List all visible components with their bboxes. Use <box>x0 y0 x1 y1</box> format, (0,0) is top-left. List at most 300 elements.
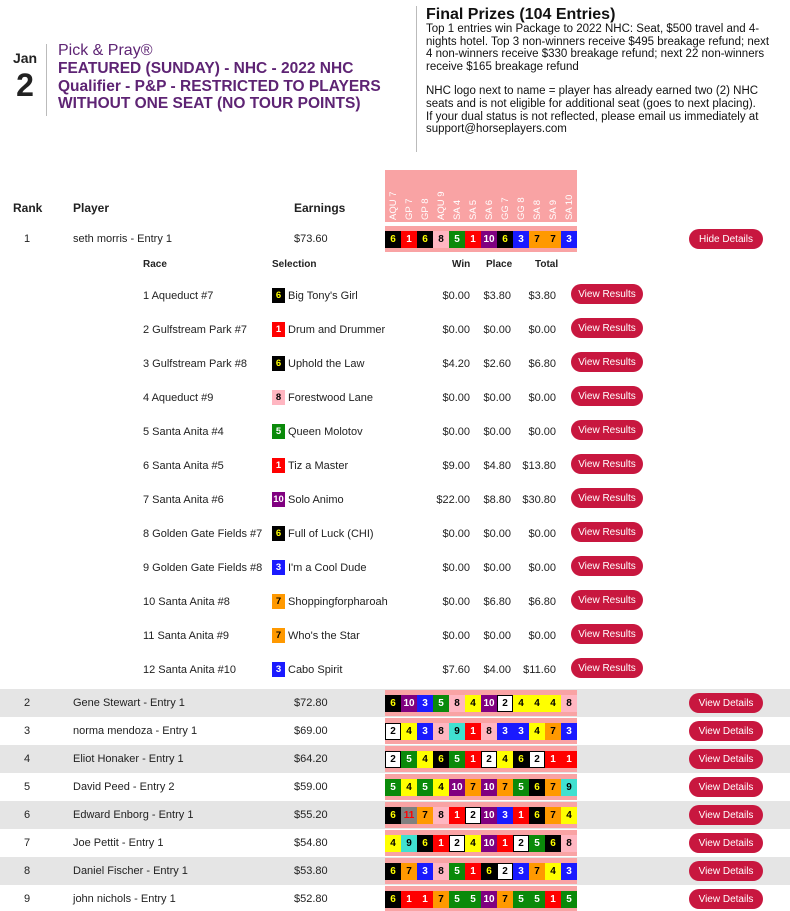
earnings-cell: $54.80 <box>294 837 328 849</box>
pick-chip: 4 <box>545 695 561 712</box>
pick-chip: 9 <box>449 723 465 740</box>
place-amount: $0.00 <box>483 562 511 574</box>
pick-chip: 8 <box>433 723 449 740</box>
standings-row <box>0 829 790 857</box>
pick-chip: 7 <box>545 231 561 248</box>
track-column <box>513 170 529 222</box>
pick-chip: 9 <box>561 779 577 796</box>
pick-chip: 2 <box>497 695 513 712</box>
saddle-number: 5 <box>272 424 285 439</box>
horse-name: Queen Molotov <box>288 426 363 438</box>
pick-chip: 7 <box>545 807 561 824</box>
pick-chip: 7 <box>497 779 513 796</box>
win-amount: $0.00 <box>442 562 470 574</box>
pick-chip: 6 <box>497 231 513 248</box>
pick-chip: 4 <box>529 695 545 712</box>
total-amount: $0.00 <box>528 392 556 404</box>
pick-chip: 5 <box>433 695 449 712</box>
view-results-button[interactable]: View Results <box>571 624 643 644</box>
pick-chip: 10 <box>481 779 497 796</box>
pick-chip: 6 <box>385 891 401 908</box>
pick-chip: 6 <box>417 231 433 248</box>
track-column <box>401 170 417 222</box>
pick-chip: 2 <box>465 807 481 824</box>
player-cell: Daniel Fischer - Entry 1 <box>73 865 188 877</box>
rank-cell: 9 <box>24 893 31 905</box>
earnings-cell: $69.00 <box>294 725 328 737</box>
pick-chip: 4 <box>385 835 401 852</box>
pick-chip: 5 <box>465 891 481 908</box>
place-amount: $6.80 <box>483 596 511 608</box>
player-cell: Joe Pettit - Entry 1 <box>73 837 164 849</box>
detail-row <box>0 380 790 414</box>
pick-chip: 2 <box>449 835 465 852</box>
total-amount: $30.80 <box>522 494 556 506</box>
picks-strip <box>385 858 577 884</box>
pick-chip: 7 <box>529 863 545 880</box>
place-amount: $0.00 <box>483 392 511 404</box>
win-header: Win <box>452 259 471 270</box>
saddle-number: 6 <box>272 526 285 541</box>
rank-cell: 8 <box>24 865 31 877</box>
track-label: SA 5 <box>468 199 479 220</box>
race-name: 5 Santa Anita #4 <box>143 426 224 438</box>
track-header <box>385 170 577 222</box>
saddle-number: 7 <box>272 628 285 643</box>
pick-chip: 8 <box>433 231 449 248</box>
total-amount: $6.80 <box>528 596 556 608</box>
total-amount: $0.00 <box>528 630 556 642</box>
event-subtitle: Pick & Pray® <box>58 42 153 59</box>
detail-row <box>0 278 790 312</box>
pick-chip: 10 <box>481 891 497 908</box>
standings-row <box>0 745 790 773</box>
rank-cell: 2 <box>24 697 31 709</box>
view-details-button[interactable]: View Details <box>689 805 763 825</box>
pick-chip: 2 <box>385 751 401 768</box>
standings-row-leader <box>0 225 790 253</box>
total-amount: $0.00 <box>528 426 556 438</box>
prizes-note-nhc: NHC logo next to name = player has already earned two (2) NHC seats and is not eligible for additional seat (goes to next placing). <box>426 85 759 110</box>
pick-chip: 2 <box>481 751 497 768</box>
picks-strip <box>385 802 577 828</box>
pick-chip: 1 <box>497 835 513 852</box>
track-column <box>481 170 497 222</box>
detail-row <box>0 482 790 516</box>
win-amount: $9.00 <box>442 460 470 472</box>
view-results-button[interactable]: View Results <box>571 556 643 576</box>
prizes-divider <box>416 6 417 152</box>
race-name: 4 Aqueduct #9 <box>143 392 214 404</box>
saddle-number: 1 <box>272 322 285 337</box>
earnings-cell: $59.00 <box>294 781 328 793</box>
race-name: 12 Santa Anita #10 <box>143 664 236 676</box>
view-results-button[interactable]: View Results <box>571 522 643 542</box>
total-amount: $3.80 <box>528 290 556 302</box>
track-column <box>529 170 545 222</box>
pick-chip: 8 <box>449 695 465 712</box>
win-amount: $0.00 <box>442 630 470 642</box>
earnings-cell: $53.80 <box>294 865 328 877</box>
standings-row <box>0 885 790 911</box>
place-amount: $0.00 <box>483 528 511 540</box>
track-column <box>385 170 401 222</box>
pick-chip: 1 <box>545 751 561 768</box>
rank-cell: 6 <box>24 809 31 821</box>
pick-chip: 5 <box>529 835 545 852</box>
pick-chip: 7 <box>465 779 481 796</box>
track-column <box>561 170 577 222</box>
pick-chip: 8 <box>561 835 577 852</box>
place-amount: $3.80 <box>483 290 511 302</box>
pick-chip: 4 <box>561 807 577 824</box>
horse-name: Forestwood Lane <box>288 392 373 404</box>
pick-chip: 7 <box>545 779 561 796</box>
prizes-heading: Final Prizes (104 Entries) <box>426 6 616 23</box>
rank-header: Rank <box>13 201 43 215</box>
view-results-button[interactable]: View Results <box>571 488 643 508</box>
pick-chip: 7 <box>529 231 545 248</box>
view-details-button[interactable]: View Details <box>689 861 763 881</box>
pick-chip: 2 <box>513 835 529 852</box>
total-amount: $0.00 <box>528 528 556 540</box>
view-results-button[interactable]: View Results <box>571 284 643 304</box>
view-details-button[interactable]: View Details <box>689 889 763 909</box>
race-name: 6 Santa Anita #5 <box>143 460 224 472</box>
hide-details-button[interactable]: Hide Details <box>689 229 763 249</box>
pick-chip: 1 <box>561 751 577 768</box>
pick-chip: 1 <box>449 807 465 824</box>
pick-chip: 6 <box>545 835 561 852</box>
total-amount: $0.00 <box>528 562 556 574</box>
view-details-button[interactable]: View Details <box>689 833 763 853</box>
horse-name: Shoppingforpharoah <box>288 596 388 608</box>
pick-chip: 7 <box>401 863 417 880</box>
place-amount: $0.00 <box>483 630 511 642</box>
place-amount: $8.80 <box>483 494 511 506</box>
pick-chip: 5 <box>449 751 465 768</box>
event-title-block <box>58 42 403 113</box>
pick-chip: 11 <box>401 807 417 824</box>
pick-chip: 5 <box>449 231 465 248</box>
view-results-button[interactable]: View Results <box>571 386 643 406</box>
pick-chip: 10 <box>481 695 497 712</box>
standings-row <box>0 773 790 801</box>
saddle-number: 6 <box>272 356 285 371</box>
horse-name: Who's the Star <box>288 630 360 642</box>
pick-chip: 10 <box>481 807 497 824</box>
pick-chip: 3 <box>417 695 433 712</box>
picks-strip <box>385 690 577 716</box>
picks-strip <box>385 830 577 856</box>
picks-strip <box>385 886 577 911</box>
player-cell: john nichols - Entry 1 <box>73 893 176 905</box>
saddle-number: 10 <box>273 494 284 505</box>
pick-chip: 5 <box>561 891 577 908</box>
total-header: Total <box>535 259 559 270</box>
pick-chip: 3 <box>417 863 433 880</box>
rank-cell: 4 <box>24 753 31 765</box>
pick-chip: 1 <box>465 751 481 768</box>
view-details-button[interactable]: View Details <box>689 693 763 713</box>
rank-cell: 1 <box>24 233 31 245</box>
race-name: 2 Gulfstream Park #7 <box>143 324 247 336</box>
win-amount: $0.00 <box>442 426 470 438</box>
pick-chip: 10 <box>481 835 497 852</box>
track-label: SA 8 <box>532 199 543 220</box>
earnings-cell: $55.20 <box>294 809 328 821</box>
pick-chip: 4 <box>545 863 561 880</box>
total-amount: $6.80 <box>528 358 556 370</box>
pick-chip: 6 <box>513 751 529 768</box>
pick-chip: 4 <box>401 723 417 740</box>
race-name: 3 Gulfstream Park #8 <box>143 358 247 370</box>
view-results-button[interactable]: View Results <box>571 590 643 610</box>
view-details-button[interactable]: View Details <box>689 777 763 797</box>
pick-chip: 6 <box>529 779 545 796</box>
prizes-note-email: If your dual status is not reflected, please email us immediately at support@horseplayers.com <box>426 110 759 136</box>
race-name: 1 Aqueduct #7 <box>143 290 214 302</box>
pick-chip: 6 <box>385 231 401 248</box>
track-label: GG 8 <box>516 197 527 220</box>
earnings-header: Earnings <box>294 201 346 215</box>
standings-row <box>0 801 790 829</box>
pick-chip: 3 <box>561 863 577 880</box>
pick-chip: 3 <box>513 863 529 880</box>
picks-strip <box>385 226 577 252</box>
horse-name: Cabo Spirit <box>288 664 343 676</box>
pick-chip: 1 <box>545 891 561 908</box>
earnings-cell: $52.80 <box>294 893 328 905</box>
horse-name: Solo Animo <box>288 494 344 506</box>
saddle-number: 3 <box>272 560 285 575</box>
saddle-number: 3 <box>272 662 285 677</box>
pick-chip: 5 <box>513 779 529 796</box>
pick-chip: 7 <box>417 807 433 824</box>
view-results-button[interactable]: View Results <box>571 352 643 372</box>
pick-chip: 3 <box>513 231 529 248</box>
player-header: Player <box>73 201 110 215</box>
pick-chip: 6 <box>529 807 545 824</box>
place-amount: $4.00 <box>483 664 511 676</box>
pick-chip: 3 <box>513 723 529 740</box>
pick-chip: 1 <box>465 863 481 880</box>
pick-chip: 5 <box>417 779 433 796</box>
pick-chip: 9 <box>401 835 417 852</box>
earnings-cell: $72.80 <box>294 697 328 709</box>
race-name: 9 Golden Gate Fields #8 <box>143 562 263 574</box>
view-details-button[interactable]: View Details <box>689 749 763 769</box>
standings-row <box>0 717 790 745</box>
pick-chip: 6 <box>481 863 497 880</box>
pick-chip: 3 <box>561 231 577 248</box>
detail-row <box>0 652 790 686</box>
pick-chip: 5 <box>529 891 545 908</box>
view-details-button[interactable]: View Details <box>689 721 763 741</box>
detail-row <box>0 618 790 652</box>
saddle-number: 1 <box>272 458 285 473</box>
rank-cell: 7 <box>24 837 31 849</box>
selection-header: Selection <box>272 259 317 270</box>
pick-chip: 8 <box>481 723 497 740</box>
place-amount: $4.80 <box>483 460 511 472</box>
view-results-button[interactable]: View Results <box>571 658 643 678</box>
win-amount: $0.00 <box>442 596 470 608</box>
picks-strip <box>385 774 577 800</box>
place-amount: $2.60 <box>483 358 511 370</box>
track-label: GP 7 <box>404 198 415 220</box>
pick-chip: 1 <box>433 835 449 852</box>
detail-row <box>0 516 790 550</box>
pick-chip: 3 <box>497 723 513 740</box>
total-amount: $13.80 <box>522 460 556 472</box>
horse-name: Full of Luck (CHI) <box>288 528 374 540</box>
event-day: 2 <box>16 67 34 103</box>
detail-row <box>0 448 790 482</box>
track-label: SA 6 <box>484 199 495 220</box>
player-cell: Gene Stewart - Entry 1 <box>73 697 185 709</box>
track-label: SA 10 <box>564 194 575 220</box>
detail-row <box>0 312 790 346</box>
race-name: 7 Santa Anita #6 <box>143 494 224 506</box>
win-amount: $0.00 <box>442 392 470 404</box>
track-label: SA 9 <box>548 199 559 220</box>
race-name: 11 Santa Anita #9 <box>143 630 230 642</box>
pick-chip: 10 <box>401 695 417 712</box>
win-amount: $22.00 <box>436 494 470 506</box>
player-cell: David Peed - Entry 2 <box>73 781 175 793</box>
rank-cell: 5 <box>24 781 31 793</box>
win-amount: $0.00 <box>442 290 470 302</box>
event-date <box>10 50 40 102</box>
picks-strip <box>385 746 577 772</box>
track-label: AQU 9 <box>436 191 447 220</box>
saddle-number: 6 <box>272 288 285 303</box>
pick-chip: 4 <box>465 835 481 852</box>
header-divider <box>46 44 47 116</box>
horse-name: Uphold the Law <box>288 358 365 370</box>
prizes-panel <box>426 6 778 136</box>
standings-row <box>0 689 790 717</box>
pick-chip: 5 <box>449 863 465 880</box>
pick-chip: 5 <box>449 891 465 908</box>
rank-cell: 3 <box>24 725 31 737</box>
track-label: SA 4 <box>452 199 463 220</box>
place-amount: $0.00 <box>483 324 511 336</box>
picks-strip <box>385 718 577 744</box>
place-amount: $0.00 <box>483 426 511 438</box>
pick-chip: 4 <box>401 779 417 796</box>
detail-row <box>0 414 790 448</box>
track-column <box>465 170 481 222</box>
track-column <box>433 170 449 222</box>
horse-name: I'm a Cool Dude <box>288 562 367 574</box>
pick-chip: 4 <box>417 751 433 768</box>
pick-chip: 4 <box>529 723 545 740</box>
race-name: 8 Golden Gate Fields #7 <box>143 528 263 540</box>
event-month: Jan <box>12 50 38 66</box>
win-amount: $0.00 <box>442 528 470 540</box>
earnings-cell: $73.60 <box>294 233 328 245</box>
pick-chip: 3 <box>497 807 513 824</box>
pick-chip: 6 <box>385 807 401 824</box>
pick-chip: 5 <box>385 779 401 796</box>
player-cell: Eliot Honaker - Entry 1 <box>73 753 184 765</box>
pick-chip: 8 <box>433 807 449 824</box>
total-amount: $0.00 <box>528 324 556 336</box>
standings-row <box>0 857 790 885</box>
pick-chip: 6 <box>385 695 401 712</box>
saddle-number: 7 <box>272 594 285 609</box>
race-header: Race <box>143 259 167 270</box>
pick-chip: 6 <box>385 863 401 880</box>
pick-chip: 1 <box>401 231 417 248</box>
pick-chip: 4 <box>465 695 481 712</box>
pick-chip: 1 <box>401 891 417 908</box>
player-cell: Edward Enborg - Entry 1 <box>73 809 194 821</box>
pick-chip: 1 <box>465 723 481 740</box>
pick-chip: 3 <box>561 723 577 740</box>
event-title: FEATURED (SUNDAY) - NHC - 2022 NHC Qualifier - P&P - RESTRICTED TO PLAYERS WITHOUT ONE SEAT (NO TOUR POINTS) <box>58 60 381 112</box>
detail-row <box>0 346 790 380</box>
pick-chip: 7 <box>545 723 561 740</box>
pick-chip: 7 <box>497 891 513 908</box>
track-column <box>449 170 465 222</box>
detail-row <box>0 550 790 584</box>
view-results-button[interactable]: View Results <box>571 454 643 474</box>
horse-name: Tiz a Master <box>288 460 349 472</box>
pick-chip: 2 <box>497 863 513 880</box>
detail-row <box>0 584 790 618</box>
pick-chip: 10 <box>481 231 497 248</box>
pick-chip: 6 <box>417 835 433 852</box>
earnings-cell: $64.20 <box>294 753 328 765</box>
player-cell: norma mendoza - Entry 1 <box>73 725 198 737</box>
place-header: Place <box>486 259 513 270</box>
horse-name: Big Tony's Girl <box>288 290 358 302</box>
pick-chip: 7 <box>433 891 449 908</box>
pick-chip: 3 <box>417 723 433 740</box>
race-name: 10 Santa Anita #8 <box>143 596 230 608</box>
pick-chip: 5 <box>513 891 529 908</box>
pick-chip: 1 <box>465 231 481 248</box>
pick-chip: 10 <box>449 779 465 796</box>
pick-chip: 8 <box>561 695 577 712</box>
player-cell: seth morris - Entry 1 <box>73 233 173 245</box>
track-column <box>545 170 561 222</box>
track-label: GP 8 <box>420 198 431 220</box>
horse-name: Drum and Drummer <box>288 324 386 336</box>
view-results-button[interactable]: View Results <box>571 318 643 338</box>
win-amount: $0.00 <box>442 324 470 336</box>
pick-chip: 1 <box>513 807 529 824</box>
pick-chip: 4 <box>497 751 513 768</box>
view-results-button[interactable]: View Results <box>571 420 643 440</box>
win-amount: $4.20 <box>442 358 470 370</box>
track-column <box>417 170 433 222</box>
win-amount: $7.60 <box>442 664 470 676</box>
track-column <box>497 170 513 222</box>
track-label: AQU 7 <box>388 191 399 220</box>
saddle-number: 8 <box>272 390 285 405</box>
prizes-text: Top 1 entries win Package to 2022 NHC: Seat, $500 travel and 4-nights hotel. Top 3 non-winners receive $495 breakage refund; next 4 non-winners receive $330 breakage refund; next 22 non-winners receive $165 breakage refund <box>426 23 770 73</box>
pick-chip: 6 <box>433 751 449 768</box>
pick-chip: 4 <box>513 695 529 712</box>
pick-chip: 2 <box>385 723 401 740</box>
pick-chip: 1 <box>417 891 433 908</box>
pick-chip: 4 <box>433 779 449 796</box>
track-label: GG 7 <box>500 197 511 220</box>
